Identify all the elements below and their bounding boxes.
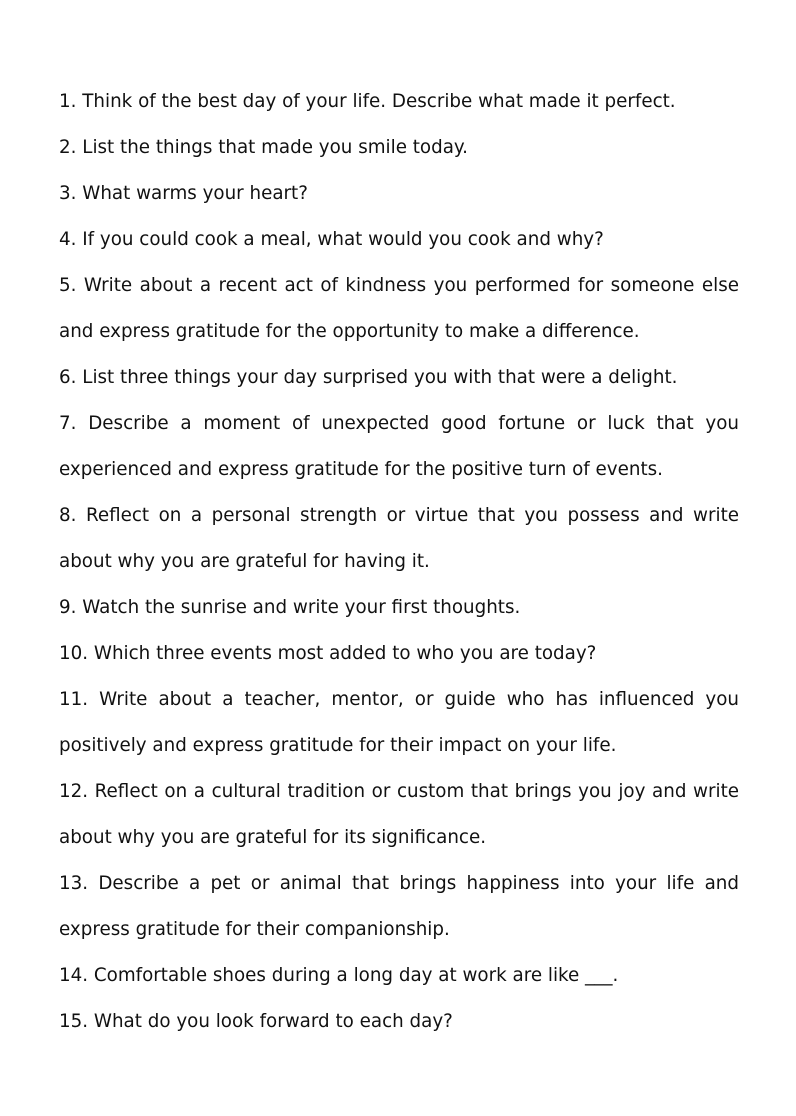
prompt-item: 11. Write about a teacher, mentor, or guide who has influenced you positively and express gratitude for their impact on your life. bbox=[59, 689, 739, 756]
prompt-item: 3. What warms your heart? bbox=[59, 183, 308, 204]
prompt-item: 15. What do you look forward to each day? bbox=[59, 1011, 453, 1032]
prompt-item: 14. Comfortable shoes during a long day at work are like ___. bbox=[59, 965, 619, 986]
prompt-item: 8. Reflect on a personal strength or virtue that you possess and write about why you are grateful for having it. bbox=[59, 505, 739, 572]
prompt-item: 1. Think of the best day of your life. Describe what made it perfect. bbox=[59, 91, 676, 112]
prompt-item: 2. List the things that made you smile today. bbox=[59, 137, 468, 158]
prompt-item: 5. Write about a recent act of kindness you performed for someone else and express gratitude for the opportunity to make a difference. bbox=[59, 275, 739, 342]
prompt-item: 10. Which three events most added to who you are today? bbox=[59, 643, 597, 664]
prompt-item: 7. Describe a moment of unexpected good fortune or luck that you experienced and express gratitude for the positive turn of events. bbox=[59, 413, 739, 480]
prompt-item: 4. If you could cook a meal, what would you cook and why? bbox=[59, 229, 604, 250]
prompt-item: 6. List three things your day surprised you with that were a delight. bbox=[59, 367, 678, 388]
prompt-item: 13. Describe a pet or animal that brings happiness into your life and express gratitude for their companionship. bbox=[59, 873, 739, 940]
prompt-item: 9. Watch the sunrise and write your first thoughts. bbox=[59, 597, 521, 618]
prompt-item: 12. Reflect on a cultural tradition or custom that brings you joy and write about why you are grateful for its significance. bbox=[59, 781, 739, 848]
prompt-list bbox=[59, 79, 739, 1045]
